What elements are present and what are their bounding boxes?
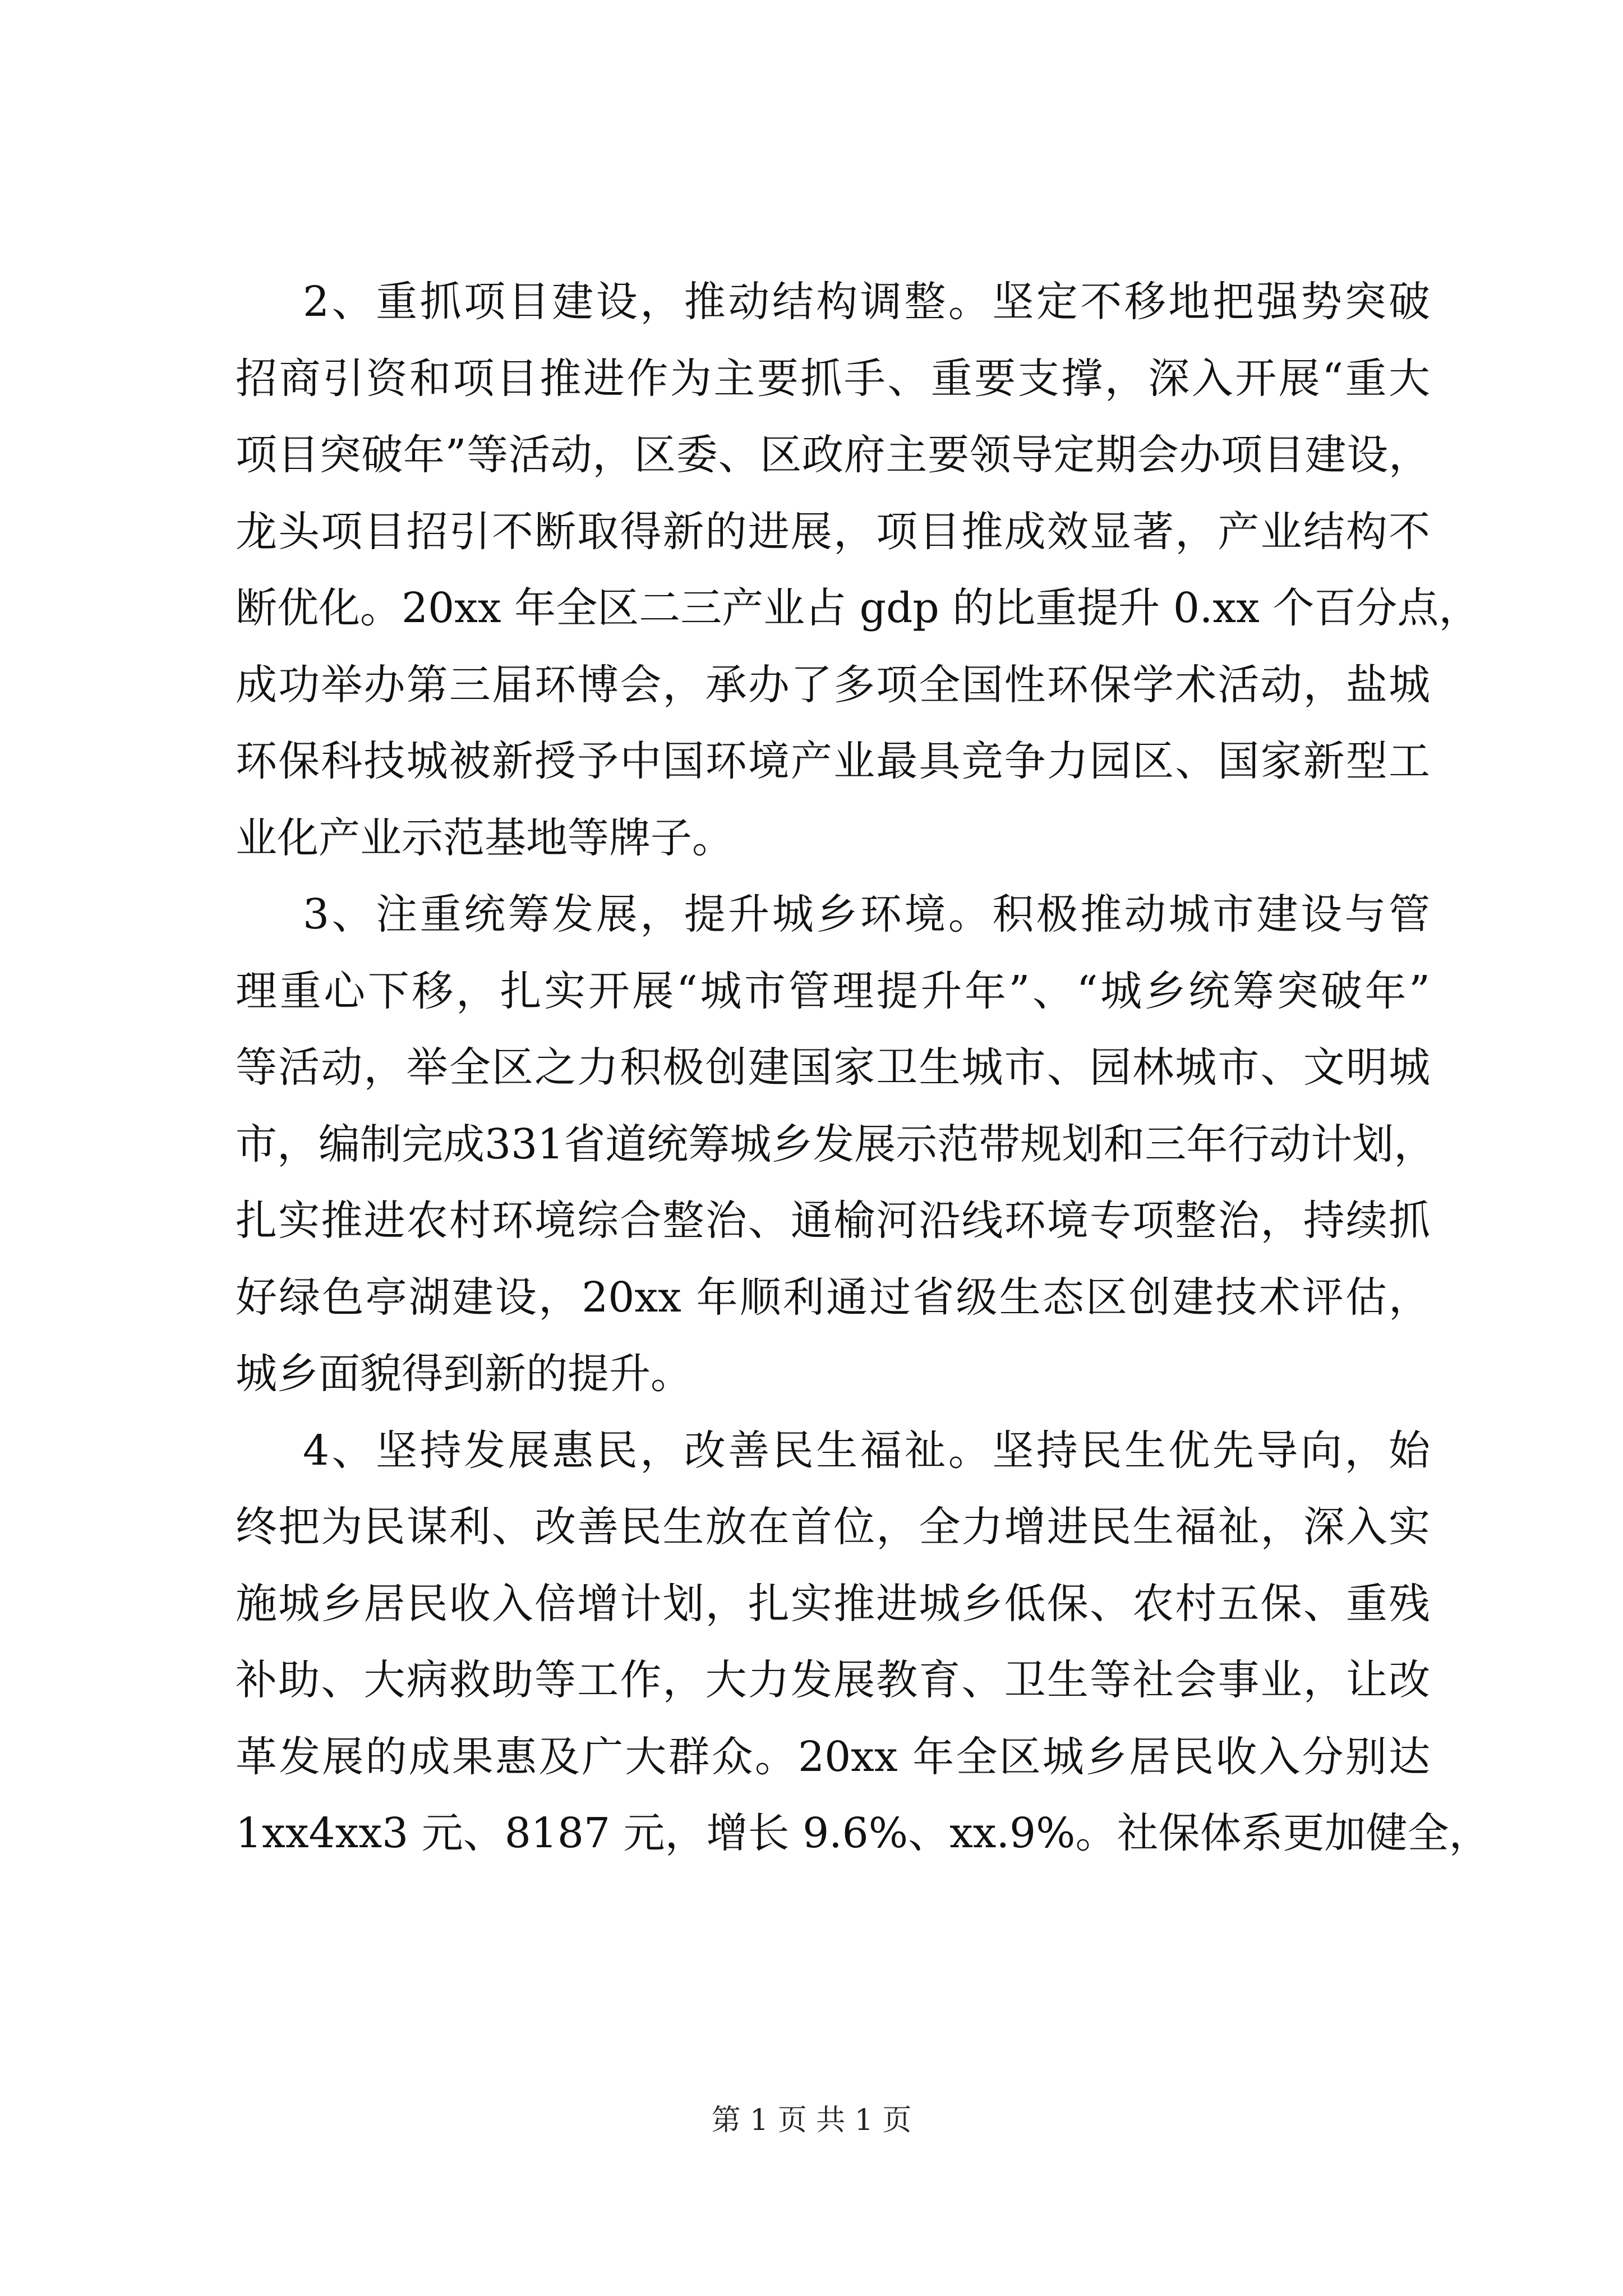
text-line: 城乡面貌得到新的提升。 xyxy=(236,1350,692,1398)
text-line: 招商引资和项目推进作为主要抓手、重要支撑，深入开展“重大 xyxy=(236,354,1430,403)
body-text xyxy=(236,264,1491,1872)
text-line: 好绿色亭湖建设，20xx 年顺利通过省级生态区创建技术评估， xyxy=(236,1273,1430,1322)
text-line: 1xx4xx3 元、8187 元，增长 9.6%、xx.9%。社保体系更加健全， xyxy=(236,1809,1491,1857)
paragraph-first-line: 4、坚持发展惠民，改善民生福祉。坚持民生优先导向，始 xyxy=(303,1426,1430,1475)
text-line: 终把为民谋利、改善民生放在首位，全力增进民生福祉，深入实 xyxy=(236,1503,1430,1551)
text-line: 成功举办第三届环博会，承办了多项全国性环保学术活动，盐城 xyxy=(236,660,1430,709)
text-line: 项目突破年”等活动，区委、区政府主要领导定期会办项目建设， xyxy=(236,431,1430,479)
text-line: 环保科技城被新授予中国环境产业最具竞争力园区、国家新型工 xyxy=(236,737,1430,785)
text-line: 扎实推进农村环境综合整治、通榆河沿线环境专项整治，持续抓 xyxy=(236,1197,1430,1245)
text-line: 等活动，举全区之力积极创建国家卫生城市、园林城市、文明城 xyxy=(236,1043,1430,1092)
text-line: 断优化。20xx 年全区二三产业占 gdp 的比重提升 0.xx 个百分点， xyxy=(236,584,1481,632)
text-line: 业化产业示范基地等牌子。 xyxy=(236,813,734,862)
text-line: 施城乡居民收入倍增计划，扎实推进城乡低保、农村五保、重残 xyxy=(236,1579,1430,1628)
text-line: 革发展的成果惠及广大群众。20xx 年全区城乡居民收入分别达 xyxy=(236,1732,1430,1781)
paragraph-first-line: 2、重抓项目建设，推动结构调整。坚定不移地把强势突破 xyxy=(303,278,1430,326)
page-footer: 第 1 页 共 1 页 xyxy=(711,2104,912,2137)
paragraph-first-line: 3、注重统筹发展，提升城乡环境。积极推动城市建设与管 xyxy=(303,890,1430,938)
text-line: 龙头项目招引不断取得新的进展，项目推成效显著，产业结构不 xyxy=(236,507,1430,556)
text-line: 市，编制完成331省道统筹城乡发展示范带规划和三年行动计划， xyxy=(236,1120,1436,1168)
text-line: 理重心下移，扎实开展“城市管理提升年”、“城乡统筹突破年” xyxy=(236,967,1430,1015)
text-line: 补助、大病救助等工作，大力发展教育、卫生等社会事业，让改 xyxy=(236,1656,1430,1704)
